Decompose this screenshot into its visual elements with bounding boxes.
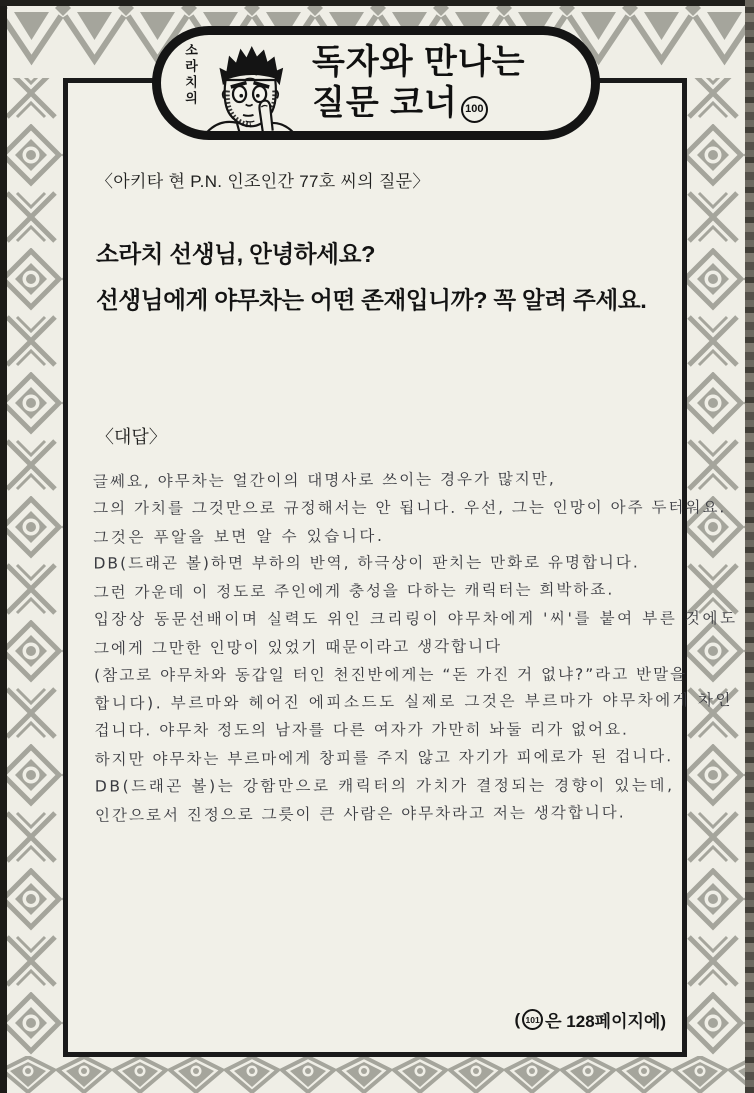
scan-edge-top — [0, 0, 754, 6]
title-line-1: 독자와 만나는 — [312, 42, 526, 81]
header-banner — [152, 26, 600, 140]
question-text — [96, 231, 646, 323]
answer-line: 합니다). 부르마와 헤어진 에피소드도 실제로 그것은 부르마가 야무차에게 차인 — [94, 691, 734, 714]
answer-line: 인간으로서 진정으로 그릇이 큰 사람은 야무차라고 저는 생각합니다. — [94, 803, 626, 825]
border-pattern-bottom — [0, 1056, 754, 1093]
answer-line: 그것은 푸알을 보면 알 수 있습니다. — [93, 526, 385, 547]
footer-note-suffix: 은 128페이지에) — [545, 1012, 666, 1031]
footer-note-prefix: ( — [514, 1009, 521, 1029]
answer-line: 그의 가치를 그것만으로 규정해서는 안 됩니다. 우선, 그는 인망이 아주 두터워요. — [93, 498, 727, 518]
answer-line: (참고로 야무차와 동갑일 터인 천진반에게는 “돈 가진 거 없냐?”라고 반말을 — [94, 665, 688, 685]
question-attribution: 〈아키타 현 P.N. 인조인간 77호 씨의 질문〉 — [96, 172, 430, 191]
footer-note — [514, 1007, 666, 1032]
page-title — [312, 42, 526, 125]
monkey-face-icon — [202, 37, 298, 137]
content-frame — [63, 78, 738, 1057]
answer-handwritten-text — [92, 465, 738, 830]
answer-line: 그런 가운데 이 정도로 주인에게 충성을 다하는 캐릭터는 희박하죠. — [93, 580, 615, 602]
footer-number-badge: 101 — [522, 1009, 543, 1030]
author-vertical-label: 소라치의 — [183, 43, 198, 107]
title-line-2-text: 질문 코너 — [312, 84, 458, 122]
scan-edge-right — [745, 0, 754, 1093]
answer-line: 겁니다. 야무차 정도의 남자를 다른 여자가 가만히 놔둘 리가 없어요. — [94, 720, 630, 740]
answer-line: DB(드래곤 볼)하면 부하의 반역, 하극상이 판치는 만화로 유명합니다. — [93, 553, 640, 573]
answer-label: 〈대답〉 — [96, 427, 167, 447]
title-line-2 — [312, 83, 526, 124]
answer-line: 글쎄요, 야무차는 얼간이의 대명사로 쓰이는 경우가 많지만, — [92, 469, 556, 491]
question-line-1: 소라치 선생님, 안녕하세요? — [96, 241, 376, 267]
answer-line: 하지만 야무차는 부르마에게 창피를 주지 않고 자기가 피에로가 된 겁니다. — [94, 747, 674, 769]
issue-number-badge: 100 — [461, 96, 488, 123]
question-line-2: 선생님에게 야무차는 어떤 존재입니까? 꼭 알려 주세요. — [96, 287, 647, 313]
answer-line: 그에게 그만한 인망이 있었기 때문이라고 생각합니다 — [93, 637, 503, 658]
answer-line: 입장상 동문선배이며 실력도 위인 크리링이 야무차에게 '씨'를 붙여 부른 것에도 — [93, 609, 738, 629]
answer-line: DB(드래곤 볼)는 강함만으로 캐릭터의 가치가 결정되는 경향이 있는데, — [94, 776, 675, 796]
scan-edge-left — [0, 0, 7, 1093]
